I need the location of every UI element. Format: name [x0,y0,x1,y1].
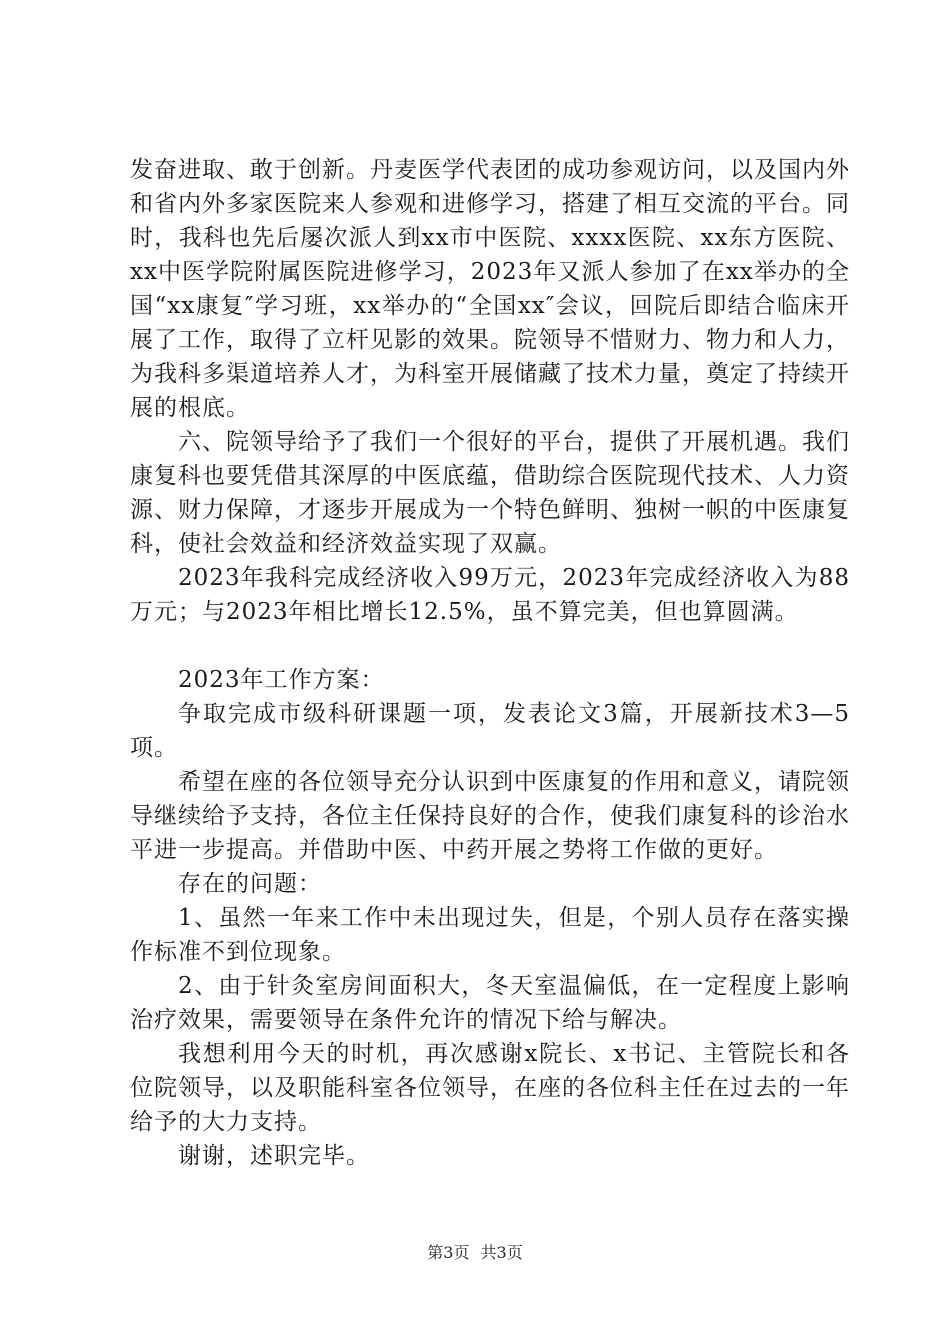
paragraph-thanks: 我想利用今天的时机，再次感谢x院长、x书记、主管院长和各位院领导，以及职能科室各位领导，在座的各位科主任在过去的一年给予的大力支持。 [130,1041,850,1135]
paragraph-plan-heading: 2023年工作方案： [178,667,385,693]
paragraph-problem-one: 1、虽然一年来工作中未出现过失，但是，个别人员存在落实操作标准不到位现象。 [130,905,850,965]
page-number: 第3页 [427,1243,470,1262]
paragraph-closing: 谢谢，述职完毕。 [178,1143,370,1169]
paragraph-income: 2023年我科完成经济收入99万元，2023年完成经济收入为88万元；与2023年相比增长12.5%，虽不算完美，但也算圆满。 [130,565,850,625]
paragraph-continuation: 发奋进取、敢于创新。丹麦医学代表团的成功参观访问，以及国内外和省内外多家医院来人参观和进修学习，搭建了相互交流的平台。同时，我科也先后屡次派人到xx市中医院、xxxx医院、xx东方医院、xx中医学院附属医院进修学习，2023年又派人参加了在xx举办的全国“xx康复″学习班，xx举办的“全国xx″会议，回院后即结合临床开展了工作，取得了立杆见影的效果。院领导不惜财力、物力和人力，为我科多渠道培养人才，为科室开展储藏了技术力量，奠定了持续开展的根底。 [130,157,850,421]
paragraph-section-six: 六、院领导给予了我们一个很好的平台，提供了开展机遇。我们康复科也要凭借其深厚的中医底蕴，借助综合医院现代技术、人力资源、财力保障，才逐步开展成为一个特色鲜明、独树一帜的中医康复科，使社会效益和经济效益实现了双赢。 [130,429,850,557]
document-body [130,153,850,1173]
paragraph-problems-heading: 存在的问题： [178,871,322,897]
paragraph-plan-goal: 争取完成市级科研课题一项，发表论文3篇，开展新技术3—5项。 [130,701,850,761]
paragraph-problem-two: 2、由于针灸室房间面积大，冬天室温偏低，在一定程度上影响治疗效果，需要领导在条件允许的情况下给与解决。 [130,973,850,1033]
page-footer [0,1240,950,1263]
page-total: 共3页 [480,1243,523,1262]
paragraph-hope: 希望在座的各位领导充分认识到中医康复的作用和意义，请院领导继续给予支持，各位主任保持良好的合作，使我们康复科的诊治水平进一步提高。并借助中医、中药开展之势将工作做的更好。 [130,769,850,863]
paragraph-gap [130,629,850,663]
